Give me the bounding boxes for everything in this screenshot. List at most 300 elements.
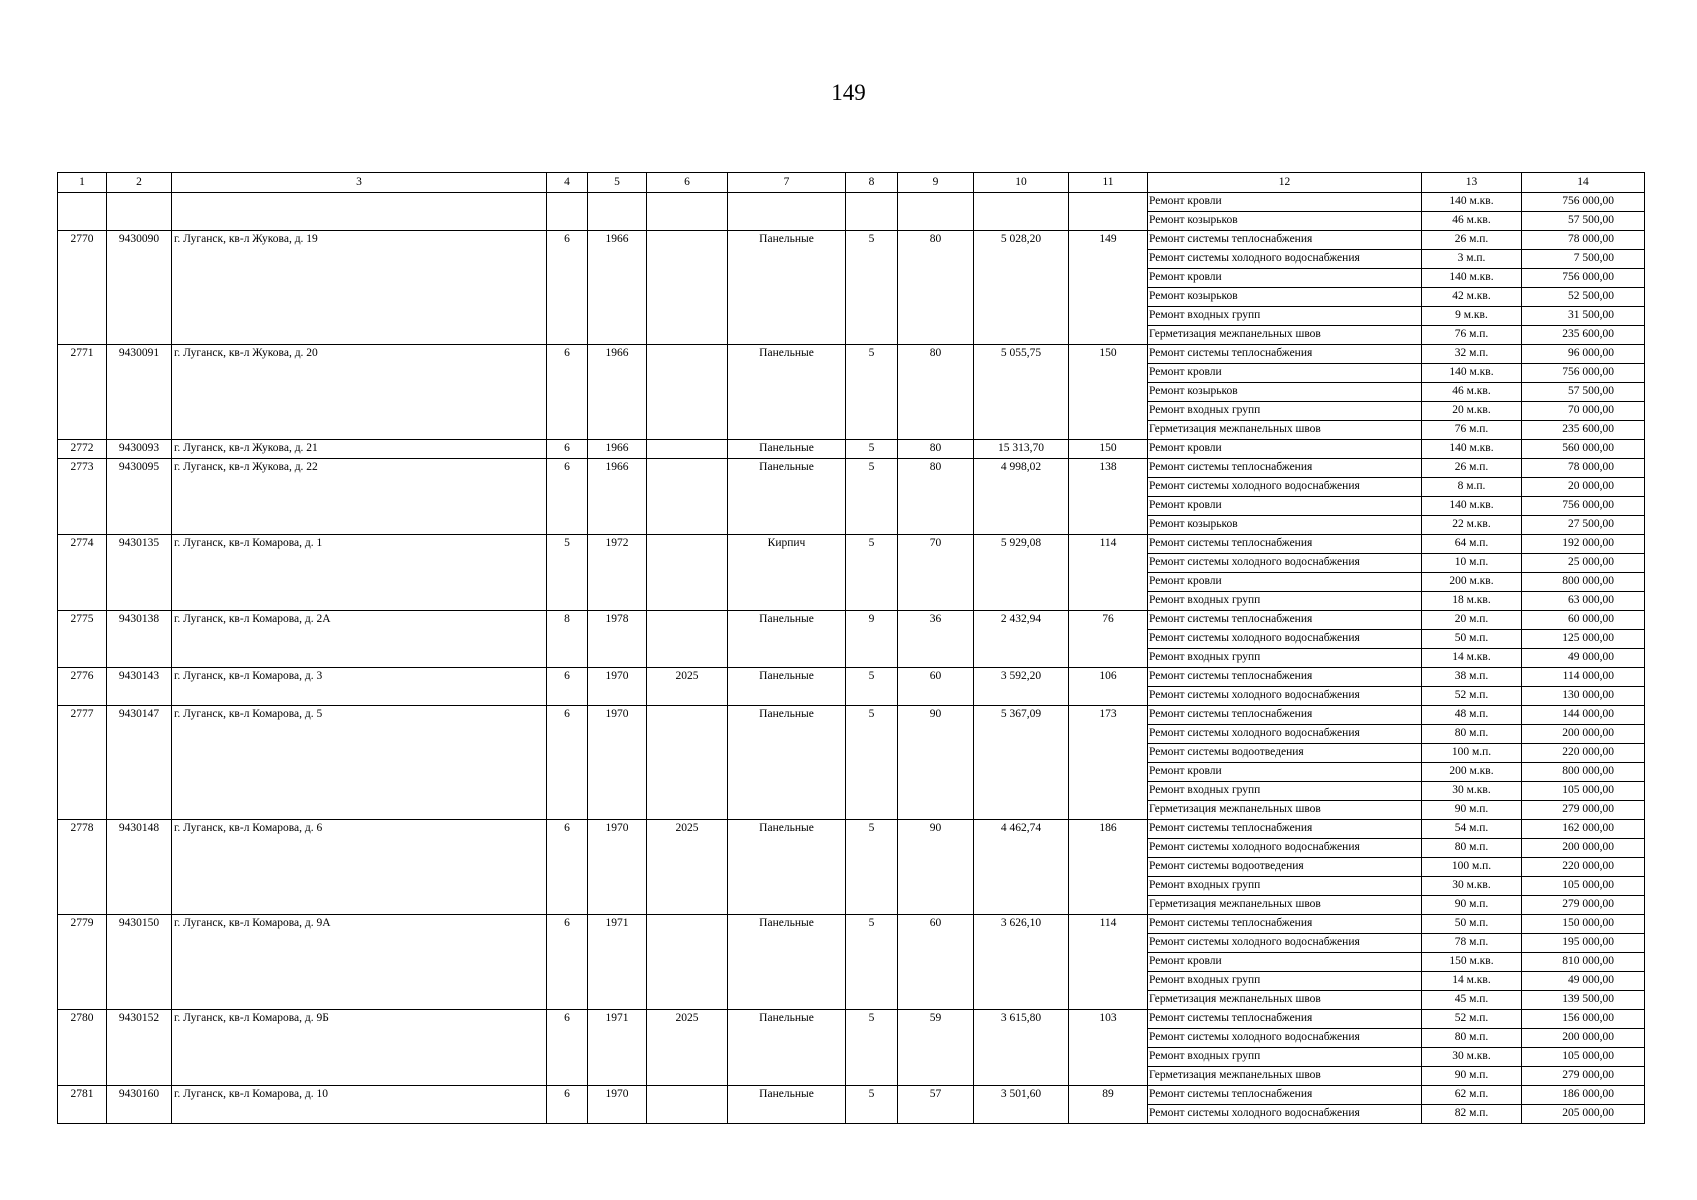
table-body [58, 173, 1645, 1124]
work-type-cell: Ремонт системы холодного водоснабжения [1148, 1029, 1422, 1048]
work-volume-cell: 82 м.п. [1422, 1105, 1522, 1124]
work-cost-cell: 63 000,00 [1522, 592, 1645, 611]
table-row [58, 820, 1645, 839]
address-cell: г. Луганск, кв-л Комарова, д. 3 [172, 668, 547, 706]
work-volume-cell: 52 м.п. [1422, 1010, 1522, 1029]
work-type-cell: Ремонт системы холодного водоснабжения [1148, 1105, 1422, 1124]
work-cost-cell: 139 500,00 [1522, 991, 1645, 1010]
empty-cell [647, 193, 728, 231]
residents-cell: 89 [1069, 1086, 1148, 1124]
apartments-cell: 80 [898, 440, 974, 459]
floors-cell: 5 [846, 231, 898, 345]
col6-cell [647, 345, 728, 440]
empty-cell [107, 193, 172, 231]
work-cost-cell: 186 000,00 [1522, 1086, 1645, 1105]
address-cell: г. Луганск, кв-л Комарова, д. 10 [172, 1086, 547, 1124]
column-number-14: 14 [1522, 173, 1645, 193]
work-volume-cell: 78 м.п. [1422, 934, 1522, 953]
work-volume-cell: 76 м.п. [1422, 421, 1522, 440]
floors-cell: 5 [846, 1010, 898, 1086]
apartments-cell: 80 [898, 231, 974, 345]
work-type-cell: Ремонт системы теплоснабжения [1148, 1010, 1422, 1029]
table-row [58, 611, 1645, 630]
work-cost-cell: 756 000,00 [1522, 269, 1645, 288]
work-type-cell: Ремонт кровли [1148, 440, 1422, 459]
column-number-11: 11 [1069, 173, 1148, 193]
work-cost-cell: 144 000,00 [1522, 706, 1645, 725]
year-built-cell: 1970 [588, 1086, 647, 1124]
column-number-10: 10 [974, 173, 1069, 193]
area-cell: 5 929,08 [974, 535, 1069, 611]
work-cost-cell: 25 000,00 [1522, 554, 1645, 573]
record-number-cell: 2774 [58, 535, 107, 611]
column-number-3: 3 [172, 173, 547, 193]
column-number-7: 7 [728, 173, 846, 193]
col6-cell: 2025 [647, 668, 728, 706]
col4-cell: 6 [547, 706, 588, 820]
work-cost-cell: 200 000,00 [1522, 725, 1645, 744]
work-type-cell: Ремонт системы теплоснабжения [1148, 345, 1422, 364]
wall-material-cell: Панельные [728, 915, 846, 1010]
col4-cell: 6 [547, 459, 588, 535]
record-number-cell: 2779 [58, 915, 107, 1010]
building-code-cell: 9430091 [107, 345, 172, 440]
work-cost-cell: 800 000,00 [1522, 573, 1645, 592]
work-volume-cell: 26 м.п. [1422, 231, 1522, 250]
col4-cell: 6 [547, 1086, 588, 1124]
address-cell: г. Луганск, кв-л Комарова, д. 6 [172, 820, 547, 915]
apartments-cell: 57 [898, 1086, 974, 1124]
work-type-cell: Ремонт козырьков [1148, 288, 1422, 307]
year-built-cell: 1970 [588, 668, 647, 706]
table-row [58, 1010, 1645, 1029]
work-type-cell: Ремонт системы теплоснабжения [1148, 535, 1422, 554]
work-volume-cell: 64 м.п. [1422, 535, 1522, 554]
column-number-1: 1 [58, 173, 107, 193]
address-cell: г. Луганск, кв-л Комарова, д. 9Б [172, 1010, 547, 1086]
address-cell: г. Луганск, кв-л Жукова, д. 20 [172, 345, 547, 440]
record-number-cell: 2773 [58, 459, 107, 535]
col4-cell: 5 [547, 535, 588, 611]
work-volume-cell: 150 м.кв. [1422, 953, 1522, 972]
work-volume-cell: 14 м.кв. [1422, 972, 1522, 991]
work-type-cell: Ремонт системы теплоснабжения [1148, 820, 1422, 839]
building-code-cell: 9430093 [107, 440, 172, 459]
wall-material-cell: Панельные [728, 1086, 846, 1124]
wall-material-cell: Кирпич [728, 535, 846, 611]
work-cost-cell: 279 000,00 [1522, 1067, 1645, 1086]
work-cost-cell: 49 000,00 [1522, 972, 1645, 991]
work-volume-cell: 90 м.п. [1422, 896, 1522, 915]
wall-material-cell: Панельные [728, 820, 846, 915]
apartments-cell: 80 [898, 345, 974, 440]
work-cost-cell: 125 000,00 [1522, 630, 1645, 649]
apartments-cell: 60 [898, 915, 974, 1010]
col6-cell [647, 706, 728, 820]
residents-cell: 103 [1069, 1010, 1148, 1086]
work-cost-cell: 105 000,00 [1522, 1048, 1645, 1067]
address-cell: г. Луганск, кв-л Комарова, д. 2А [172, 611, 547, 668]
area-cell: 3 592,20 [974, 668, 1069, 706]
work-volume-cell: 8 м.п. [1422, 478, 1522, 497]
address-cell: г. Луганск, кв-л Жукова, д. 21 [172, 440, 547, 459]
work-volume-cell: 100 м.п. [1422, 858, 1522, 877]
work-type-cell: Ремонт системы холодного водоснабжения [1148, 250, 1422, 269]
record-number-cell: 2780 [58, 1010, 107, 1086]
work-volume-cell: 54 м.п. [1422, 820, 1522, 839]
floors-cell: 5 [846, 820, 898, 915]
work-type-cell: Ремонт системы холодного водоснабжения [1148, 725, 1422, 744]
apartments-cell: 90 [898, 706, 974, 820]
col4-cell: 6 [547, 668, 588, 706]
repair-register-table [57, 172, 1645, 1124]
work-volume-cell: 50 м.п. [1422, 915, 1522, 934]
work-type-cell: Ремонт входных групп [1148, 592, 1422, 611]
work-volume-cell: 22 м.кв. [1422, 516, 1522, 535]
building-code-cell: 9430143 [107, 668, 172, 706]
empty-cell [58, 193, 107, 231]
column-number-4: 4 [547, 173, 588, 193]
empty-cell [588, 193, 647, 231]
area-cell: 5 055,75 [974, 345, 1069, 440]
address-cell: г. Луганск, кв-л Комарова, д. 5 [172, 706, 547, 820]
year-built-cell: 1966 [588, 459, 647, 535]
floors-cell: 5 [846, 668, 898, 706]
empty-cell [547, 193, 588, 231]
work-type-cell: Ремонт кровли [1148, 364, 1422, 383]
col4-cell: 6 [547, 345, 588, 440]
work-type-cell: Ремонт кровли [1148, 953, 1422, 972]
work-type-cell: Ремонт системы теплоснабжения [1148, 915, 1422, 934]
apartments-cell: 90 [898, 820, 974, 915]
work-volume-cell: 100 м.п. [1422, 744, 1522, 763]
work-cost-cell: 756 000,00 [1522, 497, 1645, 516]
floors-cell: 5 [846, 345, 898, 440]
floors-cell: 5 [846, 1086, 898, 1124]
record-number-cell: 2776 [58, 668, 107, 706]
empty-cell [728, 193, 846, 231]
work-volume-cell: 140 м.кв. [1422, 440, 1522, 459]
work-type-cell: Ремонт кровли [1148, 497, 1422, 516]
building-code-cell: 9430147 [107, 706, 172, 820]
page-number: 149 [831, 80, 866, 105]
area-cell: 3 626,10 [974, 915, 1069, 1010]
column-number-header-row [58, 173, 1645, 193]
area-cell: 15 313,70 [974, 440, 1069, 459]
work-cost-cell: 31 500,00 [1522, 307, 1645, 326]
work-type-cell: Герметизация межпанельных швов [1148, 421, 1422, 440]
work-cost-cell: 156 000,00 [1522, 1010, 1645, 1029]
work-cost-cell: 105 000,00 [1522, 877, 1645, 896]
work-type-cell: Ремонт входных групп [1148, 972, 1422, 991]
building-code-cell: 9430090 [107, 231, 172, 345]
wall-material-cell: Панельные [728, 345, 846, 440]
work-type-cell: Герметизация межпанельных швов [1148, 326, 1422, 345]
work-type-cell: Ремонт входных групп [1148, 877, 1422, 896]
residents-cell: 76 [1069, 611, 1148, 668]
column-number-9: 9 [898, 173, 974, 193]
work-type-cell: Ремонт кровли [1148, 763, 1422, 782]
record-number-cell: 2772 [58, 440, 107, 459]
work-volume-cell: 9 м.кв. [1422, 307, 1522, 326]
empty-cell [1069, 193, 1148, 231]
work-type-cell: Ремонт кровли [1148, 193, 1422, 212]
area-cell: 3 615,80 [974, 1010, 1069, 1086]
work-volume-cell: 52 м.п. [1422, 687, 1522, 706]
column-number-12: 12 [1148, 173, 1422, 193]
work-volume-cell: 140 м.кв. [1422, 269, 1522, 288]
work-cost-cell: 20 000,00 [1522, 478, 1645, 497]
work-cost-cell: 49 000,00 [1522, 649, 1645, 668]
work-cost-cell: 192 000,00 [1522, 535, 1645, 554]
record-number-cell: 2775 [58, 611, 107, 668]
work-volume-cell: 200 м.кв. [1422, 573, 1522, 592]
wall-material-cell: Панельные [728, 440, 846, 459]
work-cost-cell: 57 500,00 [1522, 383, 1645, 402]
work-cost-cell: 150 000,00 [1522, 915, 1645, 934]
work-cost-cell: 810 000,00 [1522, 953, 1645, 972]
work-cost-cell: 130 000,00 [1522, 687, 1645, 706]
work-volume-cell: 42 м.кв. [1422, 288, 1522, 307]
work-cost-cell: 105 000,00 [1522, 782, 1645, 801]
work-type-cell: Ремонт входных групп [1148, 1048, 1422, 1067]
column-number-6: 6 [647, 173, 728, 193]
year-built-cell: 1970 [588, 820, 647, 915]
work-cost-cell: 200 000,00 [1522, 839, 1645, 858]
col6-cell [647, 231, 728, 345]
apartments-cell: 60 [898, 668, 974, 706]
residents-cell: 149 [1069, 231, 1148, 345]
building-code-cell: 9430150 [107, 915, 172, 1010]
work-volume-cell: 140 м.кв. [1422, 497, 1522, 516]
record-number-cell: 2770 [58, 231, 107, 345]
work-cost-cell: 235 600,00 [1522, 326, 1645, 345]
col6-cell [647, 1086, 728, 1124]
col6-cell [647, 611, 728, 668]
address-cell: г. Луганск, кв-л Комарова, д. 9А [172, 915, 547, 1010]
col4-cell: 8 [547, 611, 588, 668]
work-volume-cell: 46 м.кв. [1422, 212, 1522, 231]
table-row [58, 668, 1645, 687]
floors-cell: 5 [846, 706, 898, 820]
floors-cell: 5 [846, 535, 898, 611]
col6-cell [647, 535, 728, 611]
work-cost-cell: 57 500,00 [1522, 212, 1645, 231]
col4-cell: 6 [547, 1010, 588, 1086]
work-type-cell: Ремонт кровли [1148, 269, 1422, 288]
area-cell: 5 028,20 [974, 231, 1069, 345]
work-type-cell: Ремонт системы холодного водоснабжения [1148, 478, 1422, 497]
col6-cell: 2025 [647, 1010, 728, 1086]
apartments-cell: 59 [898, 1010, 974, 1086]
work-cost-cell: 800 000,00 [1522, 763, 1645, 782]
record-number-cell: 2777 [58, 706, 107, 820]
table-row [58, 915, 1645, 934]
work-type-cell: Ремонт козырьков [1148, 212, 1422, 231]
floors-cell: 5 [846, 459, 898, 535]
work-volume-cell: 140 м.кв. [1422, 364, 1522, 383]
building-code-cell: 9430095 [107, 459, 172, 535]
work-type-cell: Ремонт входных групп [1148, 307, 1422, 326]
work-type-cell: Ремонт системы теплоснабжения [1148, 459, 1422, 478]
work-volume-cell: 30 м.кв. [1422, 782, 1522, 801]
empty-cell [974, 193, 1069, 231]
work-cost-cell: 96 000,00 [1522, 345, 1645, 364]
work-volume-cell: 46 м.кв. [1422, 383, 1522, 402]
building-code-cell: 9430152 [107, 1010, 172, 1086]
table-row [58, 345, 1645, 364]
work-cost-cell: 235 600,00 [1522, 421, 1645, 440]
work-type-cell: Ремонт входных групп [1148, 782, 1422, 801]
work-type-cell: Ремонт системы теплоснабжения [1148, 1086, 1422, 1105]
year-built-cell: 1971 [588, 1010, 647, 1086]
work-type-cell: Герметизация межпанельных швов [1148, 991, 1422, 1010]
work-cost-cell: 220 000,00 [1522, 744, 1645, 763]
work-type-cell: Ремонт системы холодного водоснабжения [1148, 687, 1422, 706]
col6-cell [647, 459, 728, 535]
work-volume-cell: 26 м.п. [1422, 459, 1522, 478]
column-number-8: 8 [846, 173, 898, 193]
residents-cell: 150 [1069, 345, 1148, 440]
work-volume-cell: 200 м.кв. [1422, 763, 1522, 782]
col4-cell: 6 [547, 440, 588, 459]
work-cost-cell: 60 000,00 [1522, 611, 1645, 630]
work-type-cell: Ремонт системы теплоснабжения [1148, 668, 1422, 687]
col6-cell [647, 440, 728, 459]
year-built-cell: 1978 [588, 611, 647, 668]
work-volume-cell: 80 м.п. [1422, 1029, 1522, 1048]
empty-cell [898, 193, 974, 231]
work-volume-cell: 30 м.кв. [1422, 877, 1522, 896]
work-type-cell: Ремонт кровли [1148, 573, 1422, 592]
apartments-cell: 80 [898, 459, 974, 535]
work-volume-cell: 14 м.кв. [1422, 649, 1522, 668]
work-volume-cell: 90 м.п. [1422, 1067, 1522, 1086]
work-cost-cell: 162 000,00 [1522, 820, 1645, 839]
work-volume-cell: 80 м.п. [1422, 839, 1522, 858]
work-type-cell: Ремонт системы теплоснабжения [1148, 231, 1422, 250]
col4-cell: 6 [547, 820, 588, 915]
work-type-cell: Ремонт козырьков [1148, 516, 1422, 535]
floors-cell: 9 [846, 611, 898, 668]
table-row [58, 459, 1645, 478]
residents-cell: 173 [1069, 706, 1148, 820]
work-volume-cell: 50 м.п. [1422, 630, 1522, 649]
work-cost-cell: 78 000,00 [1522, 231, 1645, 250]
floors-cell: 5 [846, 440, 898, 459]
empty-cell [846, 193, 898, 231]
column-number-13: 13 [1422, 173, 1522, 193]
table-row [58, 1086, 1645, 1105]
year-built-cell: 1966 [588, 231, 647, 345]
work-volume-cell: 30 м.кв. [1422, 1048, 1522, 1067]
work-type-cell: Ремонт козырьков [1148, 383, 1422, 402]
work-type-cell: Ремонт системы водоотведения [1148, 744, 1422, 763]
work-cost-cell: 279 000,00 [1522, 801, 1645, 820]
work-cost-cell: 200 000,00 [1522, 1029, 1645, 1048]
work-type-cell: Ремонт входных групп [1148, 402, 1422, 421]
record-number-cell: 2781 [58, 1086, 107, 1124]
work-cost-cell: 205 000,00 [1522, 1105, 1645, 1124]
wall-material-cell: Панельные [728, 231, 846, 345]
work-volume-cell: 80 м.п. [1422, 725, 1522, 744]
year-built-cell: 1972 [588, 535, 647, 611]
wall-material-cell: Панельные [728, 706, 846, 820]
year-built-cell: 1966 [588, 345, 647, 440]
area-cell: 4 998,02 [974, 459, 1069, 535]
table-row [58, 193, 1645, 212]
work-volume-cell: 62 м.п. [1422, 1086, 1522, 1105]
work-volume-cell: 90 м.п. [1422, 801, 1522, 820]
work-cost-cell: 279 000,00 [1522, 896, 1645, 915]
building-code-cell: 9430160 [107, 1086, 172, 1124]
work-type-cell: Герметизация межпанельных швов [1148, 1067, 1422, 1086]
work-volume-cell: 20 м.кв. [1422, 402, 1522, 421]
year-built-cell: 1970 [588, 706, 647, 820]
work-type-cell: Герметизация межпанельных швов [1148, 896, 1422, 915]
work-type-cell: Ремонт системы холодного водоснабжения [1148, 934, 1422, 953]
column-number-2: 2 [107, 173, 172, 193]
work-cost-cell: 756 000,00 [1522, 364, 1645, 383]
apartments-cell: 36 [898, 611, 974, 668]
work-type-cell: Ремонт системы холодного водоснабжения [1148, 554, 1422, 573]
building-code-cell: 9430135 [107, 535, 172, 611]
work-type-cell: Ремонт системы водоотведения [1148, 858, 1422, 877]
wall-material-cell: Панельные [728, 459, 846, 535]
work-type-cell: Ремонт входных групп [1148, 649, 1422, 668]
residents-cell: 186 [1069, 820, 1148, 915]
empty-cell [172, 193, 547, 231]
work-cost-cell: 27 500,00 [1522, 516, 1645, 535]
work-type-cell: Герметизация межпанельных швов [1148, 801, 1422, 820]
area-cell: 3 501,60 [974, 1086, 1069, 1124]
col6-cell: 2025 [647, 820, 728, 915]
wall-material-cell: Панельные [728, 668, 846, 706]
work-cost-cell: 78 000,00 [1522, 459, 1645, 478]
residents-cell: 150 [1069, 440, 1148, 459]
work-volume-cell: 18 м.кв. [1422, 592, 1522, 611]
area-cell: 4 462,74 [974, 820, 1069, 915]
table-row [58, 231, 1645, 250]
residents-cell: 114 [1069, 915, 1148, 1010]
work-volume-cell: 20 м.п. [1422, 611, 1522, 630]
year-built-cell: 1971 [588, 915, 647, 1010]
wall-material-cell: Панельные [728, 1010, 846, 1086]
table-row [58, 535, 1645, 554]
table-row [58, 440, 1645, 459]
work-cost-cell: 114 000,00 [1522, 668, 1645, 687]
record-number-cell: 2771 [58, 345, 107, 440]
work-volume-cell: 32 м.п. [1422, 345, 1522, 364]
residents-cell: 114 [1069, 535, 1148, 611]
col4-cell: 6 [547, 231, 588, 345]
residents-cell: 106 [1069, 668, 1148, 706]
area-cell: 2 432,94 [974, 611, 1069, 668]
address-cell: г. Луганск, кв-л Жукова, д. 22 [172, 459, 547, 535]
work-volume-cell: 3 м.п. [1422, 250, 1522, 269]
work-volume-cell: 10 м.п. [1422, 554, 1522, 573]
work-volume-cell: 76 м.п. [1422, 326, 1522, 345]
work-volume-cell: 140 м.кв. [1422, 193, 1522, 212]
work-cost-cell: 220 000,00 [1522, 858, 1645, 877]
work-type-cell: Ремонт системы холодного водоснабжения [1148, 839, 1422, 858]
work-cost-cell: 195 000,00 [1522, 934, 1645, 953]
building-code-cell: 9430138 [107, 611, 172, 668]
wall-material-cell: Панельные [728, 611, 846, 668]
work-type-cell: Ремонт системы теплоснабжения [1148, 706, 1422, 725]
column-number-5: 5 [588, 173, 647, 193]
floors-cell: 5 [846, 915, 898, 1010]
